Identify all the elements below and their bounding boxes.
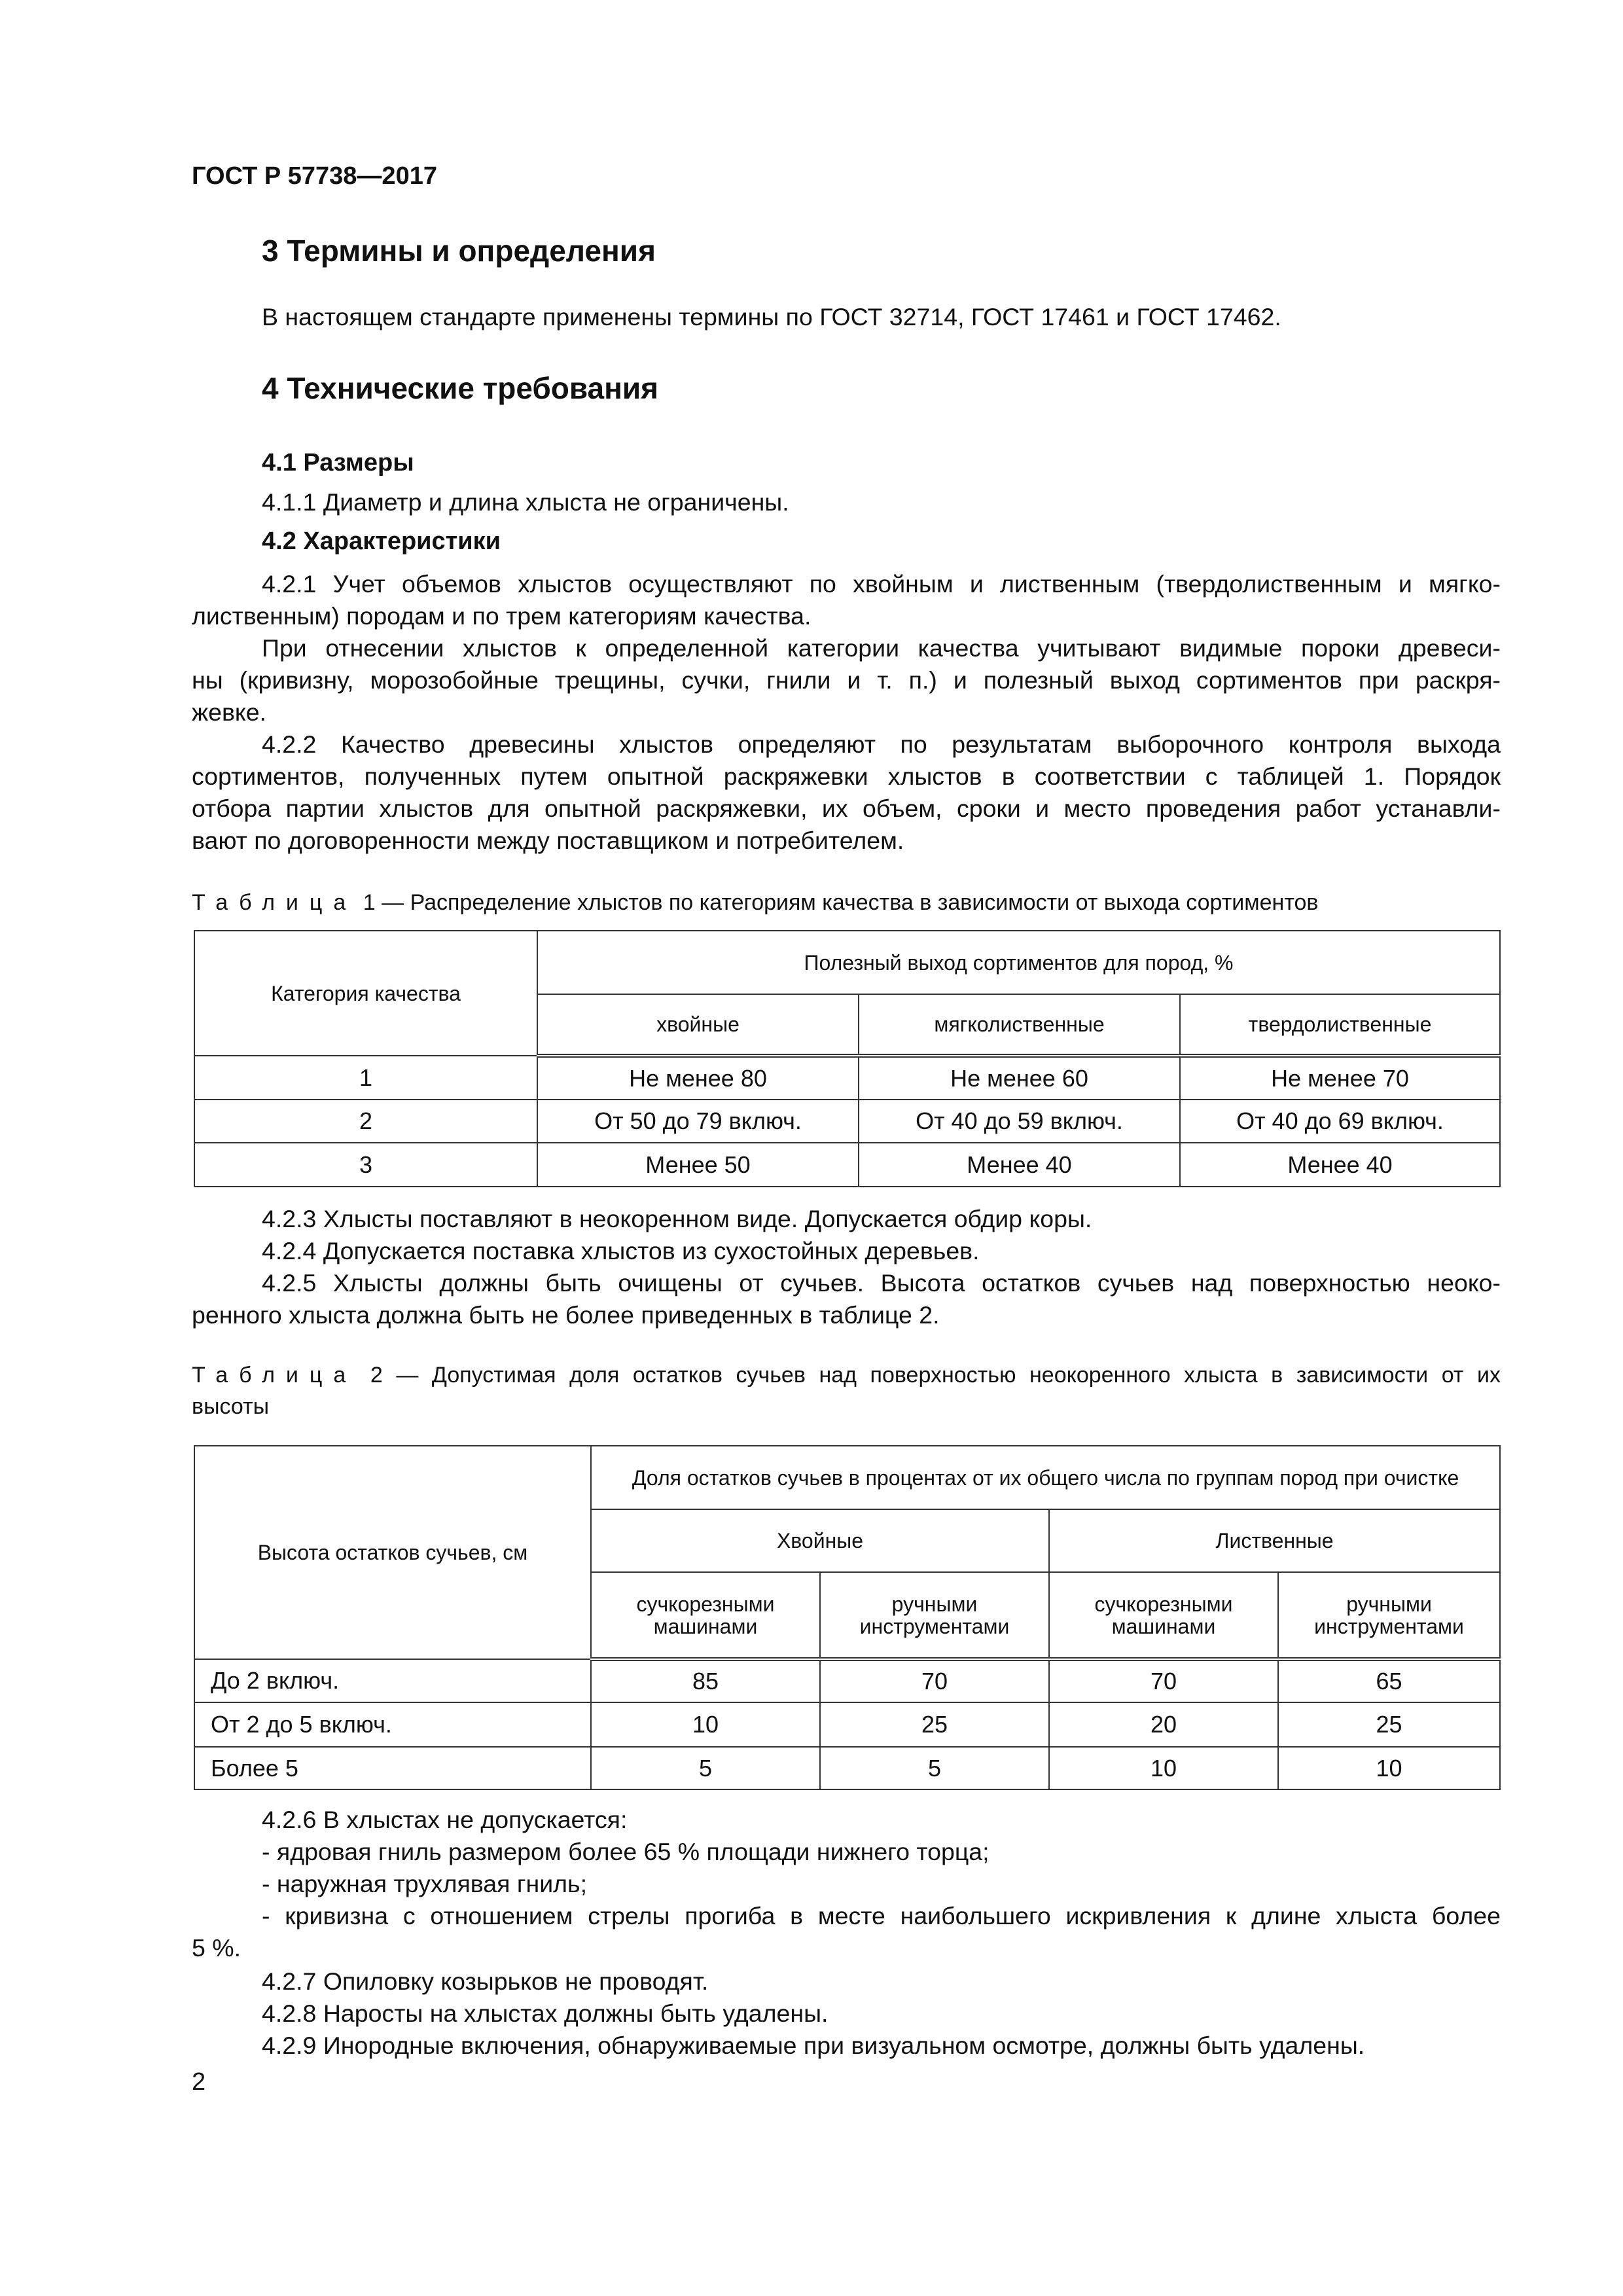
table-cell: До 2 включ. bbox=[194, 1659, 591, 1702]
table-2-subcol: ручными инструментами bbox=[1278, 1572, 1500, 1659]
table-1-col-conifer: хвойные bbox=[537, 994, 859, 1056]
table-2 bbox=[194, 1445, 1501, 1790]
table-row bbox=[194, 1659, 1500, 1702]
list-item: - кривизна с отношением стрелы прогиба в месте наибольшего искривления к длине хлыста более bbox=[262, 1902, 1501, 1929]
table-row bbox=[194, 1100, 1500, 1143]
table-1-caption bbox=[192, 890, 1319, 916]
document-header: ГОСТ Р 57738—2017 bbox=[192, 162, 437, 190]
list-item-continuation: 5 %. bbox=[192, 1934, 241, 1962]
table-cell: От 40 до 59 включ. bbox=[859, 1100, 1180, 1143]
table-row bbox=[194, 1702, 1500, 1747]
paragraph-4-2-4: 4.2.4 Допускается поставка хлыстов из сухостойных деревьев. bbox=[262, 1237, 980, 1265]
section-3-title: 3 Термины и определения bbox=[262, 234, 656, 268]
table-1-col-hardwood: твердолиственные bbox=[1180, 994, 1500, 1056]
table-cell: 70 bbox=[820, 1659, 1049, 1702]
table-2-caption-line2: высоты bbox=[192, 1394, 270, 1419]
subsection-4-2-title: 4.2 Характеристики bbox=[262, 528, 501, 555]
table-cell: Не менее 60 bbox=[859, 1056, 1180, 1100]
table-1-caption-label: Таблица bbox=[192, 890, 357, 915]
table-row bbox=[194, 1143, 1500, 1187]
table-2-head-height: Высота остатков сучьев, см bbox=[194, 1446, 591, 1659]
paragraph-4-2-5-line1: 4.2.5 Хлысты должны быть очищены от сучьев. Высота остатков сучьев над поверхностью неоко- bbox=[262, 1269, 1501, 1297]
paragraph-4-2-9: 4.2.9 Инородные включения, обнаруживаемые при визуальном осмотре, должны быть удалены. bbox=[262, 2032, 1365, 2059]
paragraph-4-2-5-line2: ренного хлыста должна быть не более приведенных в таблице 2. bbox=[192, 1301, 940, 1329]
table-row bbox=[194, 1747, 1500, 1789]
table-cell: 10 bbox=[1049, 1747, 1278, 1789]
paragraph-4-1-1: 4.1.1 Диаметр и длина хлыста не ограничены. bbox=[262, 488, 789, 516]
table-cell: 25 bbox=[1278, 1702, 1500, 1747]
paragraph-4-2-6: 4.2.6 В хлыстах не допускается: bbox=[262, 1806, 628, 1833]
section-4-title: 4 Технические требования bbox=[262, 371, 658, 405]
table-cell: От 40 до 69 включ. bbox=[1180, 1100, 1500, 1143]
table-cell: 85 bbox=[591, 1659, 820, 1702]
table-row bbox=[194, 1056, 1500, 1100]
table-cell: Более 5 bbox=[194, 1747, 591, 1789]
table-1 bbox=[194, 930, 1501, 1187]
paragraph-4-2-2-line4: вают по договоренности между поставщиком и потребителем. bbox=[192, 827, 904, 854]
table-cell: Не менее 80 bbox=[537, 1056, 859, 1100]
table-cell: 20 bbox=[1049, 1702, 1278, 1747]
table-1-caption-text: 1 — Распределение хлыстов по категориям качества в зависимости от выхода сортиментов bbox=[363, 890, 1319, 915]
subsection-4-1-title: 4.1 Размеры bbox=[262, 449, 414, 476]
table-cell: От 50 до 79 включ. bbox=[537, 1100, 859, 1143]
table-cell: 1 bbox=[194, 1056, 537, 1100]
table-2-subcol: ручными инструментами bbox=[820, 1572, 1049, 1659]
table-2-group-conifer: Хвойные bbox=[591, 1509, 1049, 1572]
table-cell: Менее 50 bbox=[537, 1143, 859, 1187]
paragraph-assign-line1: При отнесении хлыстов к определенной категории качества учитывают видимые пороки древеси- bbox=[262, 634, 1501, 662]
paragraph-4-2-2-line3: отбора партии хлыстов для опытной раскряжевки, их объем, сроки и место проведения работ устанавли- bbox=[192, 795, 1501, 822]
paragraph-4-2-3: 4.2.3 Хлысты поставляют в неокоренном виде. Допускается обдир коры. bbox=[262, 1205, 1092, 1232]
table-cell: 25 bbox=[820, 1702, 1049, 1747]
paragraph-4-2-1-line2: лиственным) породам и по трем категориям качества. bbox=[192, 602, 812, 630]
table-2-head-group: Доля остатков сучьев в процентах от их общего числа по группам пород при очистке bbox=[591, 1446, 1500, 1509]
table-cell: От 2 до 5 включ. bbox=[194, 1702, 591, 1747]
table-1-head-group: Полезный выход сортиментов для пород, % bbox=[537, 931, 1500, 994]
list-item: - ядровая гниль размером более 65 % площади нижнего торца; bbox=[262, 1838, 990, 1865]
page-number: 2 bbox=[192, 2068, 206, 2096]
table-cell: 5 bbox=[820, 1747, 1049, 1789]
table-cell: Менее 40 bbox=[859, 1143, 1180, 1187]
section-3-text: В настоящем стандарте применены термины по ГОСТ 32714, ГОСТ 17461 и ГОСТ 17462. bbox=[262, 303, 1281, 331]
table-cell: Менее 40 bbox=[1180, 1143, 1500, 1187]
table-cell: 3 bbox=[194, 1143, 537, 1187]
paragraph-4-2-1-line1: 4.2.1 Учет объемов хлыстов осуществляют по хвойным и лиственным (твердолиственным и мягко- bbox=[262, 570, 1501, 598]
table-cell: 2 bbox=[194, 1100, 537, 1143]
table-2-subcol: сучкорезными машинами bbox=[591, 1572, 820, 1659]
table-cell: Не менее 70 bbox=[1180, 1056, 1500, 1100]
paragraph-4-2-2-line1: 4.2.2 Качество древесины хлыстов определяют по результатам выборочного контроля выхода bbox=[262, 730, 1501, 758]
paragraph-assign-line2: ны (кривизну, морозобойные трещины, сучки, гнили и т. п.) и полезный выход сортиментов при раскря- bbox=[192, 666, 1501, 694]
table-1-col-softwood: мягколиственные bbox=[859, 994, 1180, 1056]
table-2-caption-label: Таблица bbox=[192, 1363, 357, 1388]
paragraph-4-2-2-line2: сортиментов, полученных путем опытной раскряжевки хлыстов в соответствии с таблицей 1. Порядок bbox=[192, 762, 1501, 790]
paragraph-assign-line3: жевке. bbox=[192, 698, 266, 726]
table-cell: 10 bbox=[591, 1702, 820, 1747]
table-2-group-deciduous: Лиственные bbox=[1049, 1509, 1500, 1572]
table-cell: 70 bbox=[1049, 1659, 1278, 1702]
table-cell: 5 bbox=[591, 1747, 820, 1789]
table-2-subcol: сучкорезными машинами bbox=[1049, 1572, 1278, 1659]
paragraph-4-2-8: 4.2.8 Наросты на хлыстах должны быть удалены. bbox=[262, 2000, 829, 2027]
table-2-caption-text: 2 — Допустимая доля остатков сучьев над поверхностью неокоренного хлыста в зависимости от их bbox=[370, 1363, 1501, 1388]
list-item: - наружная трухлявая гниль; bbox=[262, 1870, 588, 1897]
table-cell: 65 bbox=[1278, 1659, 1500, 1702]
table-1-head-category: Категория качества bbox=[194, 931, 537, 1056]
paragraph-4-2-7: 4.2.7 Опиловку козырьков не проводят. bbox=[262, 1967, 709, 1995]
table-2-caption bbox=[192, 1363, 1501, 1388]
table-cell: 10 bbox=[1278, 1747, 1500, 1789]
